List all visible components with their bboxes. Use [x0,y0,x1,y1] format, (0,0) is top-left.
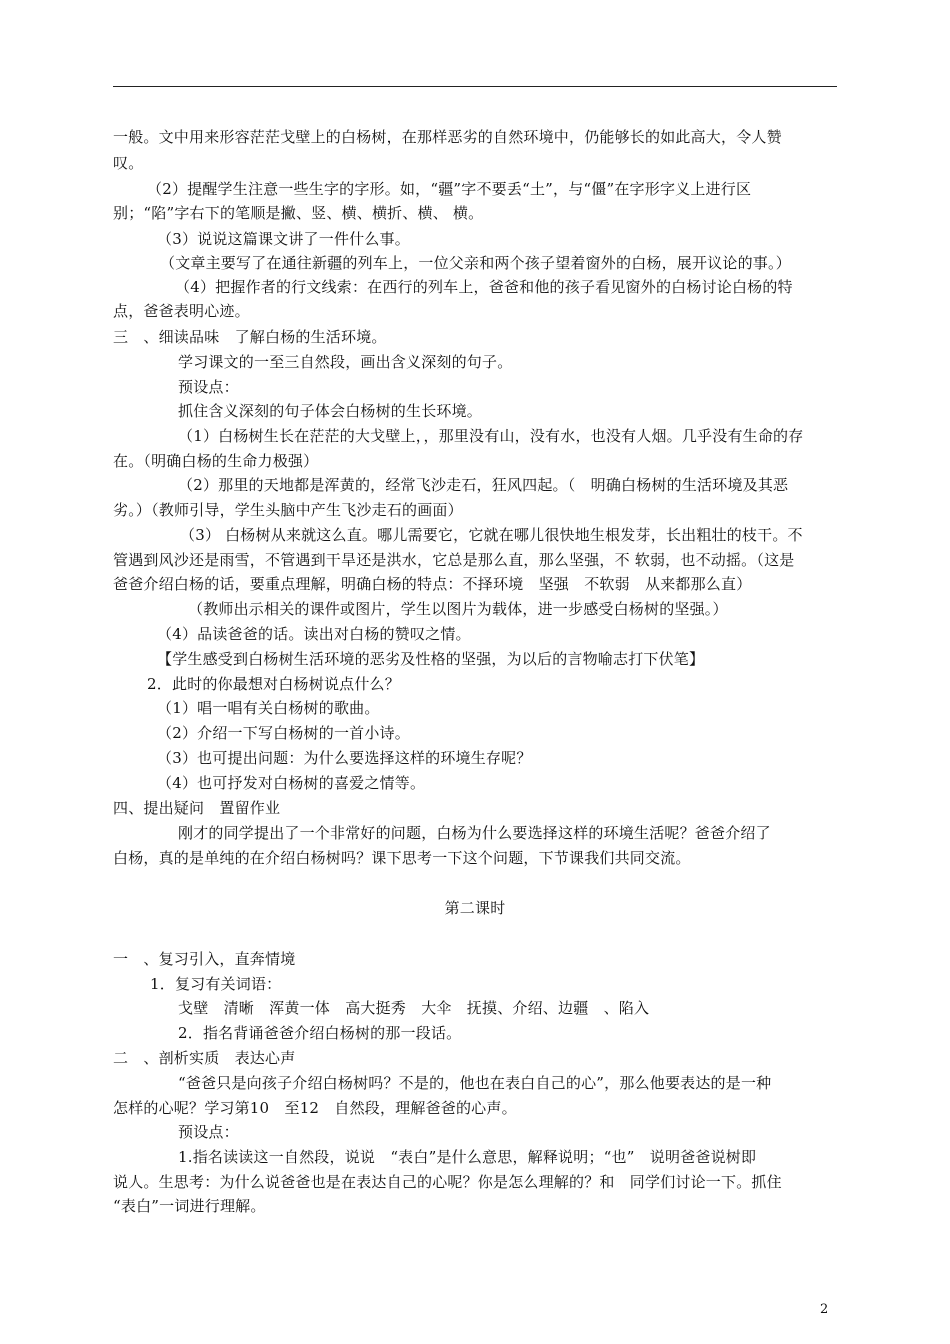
text-line: （2）那里的天地都是浑黄的，经常飞沙走石，狂风四起。（ 明确白杨树的生活环境及其恶 [178,476,789,494]
text-line: 说人。生思考：为什么说爸爸也是在表达自己的心呢？你是怎么理解的？和 同学们讨论一下。抓住 [113,1173,782,1191]
text-line: 【学生感受到白杨树生活环境的恶劣及性格的坚强，为以后的言物喻志打下伏笔】 [157,650,705,668]
section-heading: 一 、复习引入，直奔情境 [113,950,296,968]
text-line: （文章主要写了在通往新疆的列车上，一位父亲和两个孩子望着窗外的白杨，展开议论的事。） [160,254,791,272]
text-line: 抓住含义深刻的句子体会白杨树的生长环境。 [178,402,483,420]
section-heading: 二 、剖析实质 表达心声 [113,1049,296,1067]
text-line: 怎样的心呢？学习第10 至12 自然段，理解爸爸的心声。 [113,1099,517,1117]
text-line: 预设点： [178,1123,239,1141]
text-line: （1）白杨树生长在茫茫的大戈壁上，，那里没有山，没有水，也没有人烟。几乎没有生命的存 [178,427,804,445]
lesson-title: 第二课时 [444,899,506,917]
text-line: 学习课文的一至三自然段，画出含义深刻的句子。 [178,353,513,371]
list-item: （2）介绍一下写白杨树的一首小诗。 [157,724,410,742]
text-line: “表白”一词进行理解。 [113,1197,266,1215]
text-line: 1.指名读读这一自然段，说说 “表白”是什么意思，解释说明；“也” 说明爸爸说树即 [178,1148,757,1166]
text-line: （3）说说这篇课文讲了一件什么事。 [157,230,410,248]
text-line: （教师出示相关的课件或图片，学生以图片为载体，进一步感受白杨树的坚强。） [188,600,728,618]
text-line: 点，爸爸表明心迹。 [113,302,250,320]
section-heading: 三 、细读品味 了解白杨的生活环境。 [113,328,387,346]
text-line: 刚才的同学提出了一个非常好的问题，白杨为什么要选择这样的环境生活呢？爸爸介绍了 [178,824,771,842]
text-line: 管遇到风沙还是雨雪，不管遇到干旱还是洪水，它总是那么直，那么坚强，不 软弱，也不动摇。（这是 [113,551,795,569]
text-line: 别；“陷”字右下的笔顺是撇、竖、横、横折、横、 横。 [113,204,484,222]
text-line: （2）提醒学生注意一些生字的字形。如，“疆”字不要丢“土”，与“僵”在字形字义上进行区 [147,180,752,198]
text-line: 预设点： [178,378,239,396]
text-line: 2．指名背诵爸爸介绍白杨树的那一段话。 [178,1024,462,1042]
text-line: 在。（明确白杨的生命力极强） [113,452,319,470]
text-line: （4）品读爸爸的话。读出对白杨的赞叹之情。 [157,625,471,643]
text-line: （3） 白杨树从来就这么直。哪儿需要它，它就在哪儿很快地生根发芽，长出粗壮的枝干。不 [180,526,803,544]
list-item: （3）也可提出问题：为什么要选择这样的环境生存呢？ [157,749,532,767]
text-line: 戈壁 清晰 浑黄一体 高大挺秀 大伞 抚摸、介绍、边疆 、陷入 [178,999,650,1017]
text-line: （4）把握作者的行文线索：在西行的列车上，爸爸和他的孩子看见窗外的白杨讨论白杨的特 [175,278,793,296]
header-rule [113,86,837,87]
text-line: 一般。文中用来形容茫茫戈壁上的白杨树，在那样恶劣的自然环境中，仍能够长的如此高大，令人赞 [113,128,782,146]
list-item: （4）也可抒发对白杨树的喜爱之情等。 [157,774,426,792]
page-number: 2 [820,1302,829,1317]
text-line: 爸爸介绍白杨的话，要重点理解，明确白杨的特点：不择环境 坚强 不软弱 从来都那么直） [113,575,752,593]
text-line: 白杨，真的是单纯的在介绍白杨树吗？课下思考一下这个问题，下节课我们共同交流。 [113,849,691,867]
text-line: 劣。）（教师引导，学生头脑中产生飞沙走石的画面） [113,501,463,519]
text-line: “爸爸只是向孩子介绍白杨树吗？不是的，他也在表白自己的心”，那么他要表达的是一种 [178,1074,772,1092]
text-line: 叹。 [113,154,144,172]
list-item: （1）唱一唱有关白杨树的歌曲。 [157,699,380,717]
section-heading: 四、提出疑问 置留作业 [113,799,281,817]
text-line: 1．复习有关词语： [150,975,282,993]
text-line: 2．此时的你最想对白杨树说点什么？ [147,675,400,693]
